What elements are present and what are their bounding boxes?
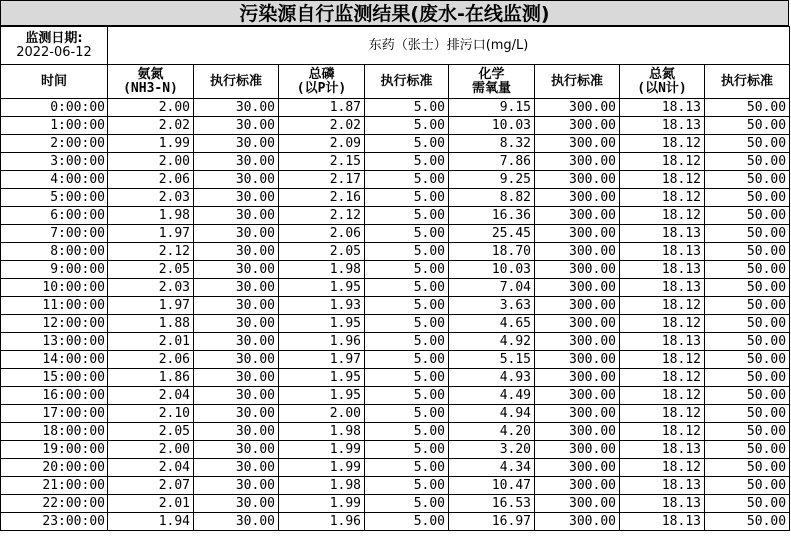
cell-cod[interactable]: 8.32 bbox=[449, 135, 535, 153]
header-ammonia-line1: 氨氮 bbox=[137, 66, 164, 82]
cell-nitrogen-standard[interactable]: 50.00 bbox=[705, 459, 790, 477]
table-row bbox=[1, 333, 790, 351]
monitor-date-label: 监测日期: bbox=[25, 30, 83, 46]
header-ammonia[interactable] bbox=[108, 65, 194, 99]
cell-phosphorus-standard[interactable]: 5.00 bbox=[365, 333, 449, 351]
cell-ammonia[interactable]: 1.99 bbox=[108, 135, 194, 153]
cell-cod-standard[interactable]: 300.00 bbox=[535, 423, 620, 441]
table-row bbox=[1, 243, 790, 261]
table-row bbox=[1, 441, 790, 459]
header-cod-line1: 化学 bbox=[478, 66, 505, 82]
cell-ammonia-standard[interactable]: 30.00 bbox=[194, 477, 279, 495]
cell-ammonia[interactable]: 1.97 bbox=[108, 225, 194, 243]
cell-phosphorus-standard[interactable]: 5.00 bbox=[365, 513, 449, 531]
cell-time[interactable]: 12:00:00 bbox=[1, 315, 108, 333]
cell-nitrogen-standard[interactable]: 50.00 bbox=[705, 351, 790, 369]
cell-nitrogen[interactable]: 18.12 bbox=[620, 297, 705, 315]
cell-phosphorus[interactable]: 2.00 bbox=[279, 405, 365, 423]
cell-phosphorus-standard[interactable]: 5.00 bbox=[365, 477, 449, 495]
cell-nitrogen-standard[interactable]: 50.00 bbox=[705, 315, 790, 333]
cell-nitrogen-standard[interactable]: 50.00 bbox=[705, 441, 790, 459]
cell-ammonia[interactable]: 2.00 bbox=[108, 153, 194, 171]
cell-cod[interactable]: 8.82 bbox=[449, 189, 535, 207]
cell-time[interactable]: 13:00:00 bbox=[1, 333, 108, 351]
table-row bbox=[1, 207, 790, 225]
cell-ammonia[interactable]: 2.00 bbox=[108, 99, 194, 117]
cell-phosphorus-standard[interactable]: 5.00 bbox=[365, 261, 449, 279]
cell-nitrogen-standard[interactable]: 50.00 bbox=[705, 135, 790, 153]
cell-ammonia[interactable]: 2.01 bbox=[108, 333, 194, 351]
cell-ammonia-standard[interactable]: 30.00 bbox=[194, 369, 279, 387]
cell-cod[interactable]: 16.53 bbox=[449, 495, 535, 513]
table-row bbox=[1, 387, 790, 405]
cell-phosphorus[interactable]: 1.87 bbox=[279, 99, 365, 117]
cell-cod-standard[interactable]: 300.00 bbox=[535, 243, 620, 261]
cell-ammonia[interactable]: 1.86 bbox=[108, 369, 194, 387]
cell-ammonia-standard[interactable]: 30.00 bbox=[194, 135, 279, 153]
cell-phosphorus[interactable]: 1.97 bbox=[279, 351, 365, 369]
cell-ammonia-standard[interactable]: 30.00 bbox=[194, 207, 279, 225]
cell-cod[interactable]: 3.63 bbox=[449, 297, 535, 315]
cell-time[interactable]: 14:00:00 bbox=[1, 351, 108, 369]
cell-cod-standard[interactable]: 300.00 bbox=[535, 459, 620, 477]
table-row bbox=[1, 513, 790, 531]
cell-cod[interactable]: 7.86 bbox=[449, 153, 535, 171]
cell-time[interactable]: 11:00:00 bbox=[1, 297, 108, 315]
cell-nitrogen[interactable]: 18.12 bbox=[620, 135, 705, 153]
cell-cod-standard[interactable]: 300.00 bbox=[535, 135, 620, 153]
cell-ammonia-standard[interactable]: 30.00 bbox=[194, 405, 279, 423]
cell-nitrogen[interactable]: 18.12 bbox=[620, 315, 705, 333]
monitor-date-value: 2022-06-12 bbox=[16, 44, 92, 60]
cell-phosphorus[interactable]: 2.09 bbox=[279, 135, 365, 153]
cell-cod[interactable]: 25.45 bbox=[449, 225, 535, 243]
cell-phosphorus[interactable]: 2.06 bbox=[279, 225, 365, 243]
cell-nitrogen-standard[interactable]: 50.00 bbox=[705, 333, 790, 351]
cell-cod[interactable]: 4.94 bbox=[449, 405, 535, 423]
cell-phosphorus[interactable]: 1.99 bbox=[279, 459, 365, 477]
header-nitrogen-standard[interactable]: 执行标准 bbox=[705, 65, 790, 99]
cell-cod-standard[interactable]: 300.00 bbox=[535, 99, 620, 117]
cell-cod[interactable]: 4.49 bbox=[449, 387, 535, 405]
header-phosphorus-standard[interactable]: 执行标准 bbox=[365, 65, 449, 99]
cell-cod[interactable]: 9.25 bbox=[449, 171, 535, 189]
cell-ammonia[interactable]: 2.12 bbox=[108, 243, 194, 261]
cell-nitrogen[interactable]: 18.13 bbox=[620, 495, 705, 513]
cell-ammonia[interactable]: 2.00 bbox=[108, 441, 194, 459]
cell-time[interactable]: 0:00:00 bbox=[1, 99, 108, 117]
cell-phosphorus-standard[interactable]: 5.00 bbox=[365, 351, 449, 369]
cell-time[interactable]: 2:00:00 bbox=[1, 135, 108, 153]
cell-nitrogen[interactable]: 18.12 bbox=[620, 171, 705, 189]
cell-nitrogen[interactable]: 18.12 bbox=[620, 405, 705, 423]
cell-ammonia-standard[interactable]: 30.00 bbox=[194, 153, 279, 171]
cell-phosphorus-standard[interactable]: 5.00 bbox=[365, 153, 449, 171]
cell-ammonia[interactable]: 2.06 bbox=[108, 171, 194, 189]
header-nitrogen[interactable] bbox=[620, 65, 705, 99]
cell-time[interactable]: 1:00:00 bbox=[1, 117, 108, 135]
header-ammonia-standard[interactable]: 执行标准 bbox=[194, 65, 279, 99]
table-row bbox=[1, 423, 790, 441]
cell-time[interactable]: 16:00:00 bbox=[1, 387, 108, 405]
cell-ammonia[interactable]: 2.10 bbox=[108, 405, 194, 423]
table-row bbox=[1, 405, 790, 423]
cell-nitrogen-standard[interactable]: 50.00 bbox=[705, 423, 790, 441]
cell-cod-standard[interactable]: 300.00 bbox=[535, 351, 620, 369]
cell-phosphorus[interactable]: 1.95 bbox=[279, 279, 365, 297]
cell-phosphorus-standard[interactable]: 5.00 bbox=[365, 315, 449, 333]
cell-cod-standard[interactable]: 300.00 bbox=[535, 153, 620, 171]
cell-ammonia[interactable]: 1.88 bbox=[108, 315, 194, 333]
cell-nitrogen[interactable]: 18.12 bbox=[620, 351, 705, 369]
cell-nitrogen[interactable]: 18.13 bbox=[620, 333, 705, 351]
cell-phosphorus-standard[interactable]: 5.00 bbox=[365, 297, 449, 315]
cell-phosphorus-standard[interactable]: 5.00 bbox=[365, 495, 449, 513]
cell-cod-standard[interactable]: 300.00 bbox=[535, 333, 620, 351]
table-row bbox=[1, 351, 790, 369]
cell-cod[interactable]: 3.20 bbox=[449, 441, 535, 459]
cell-nitrogen[interactable]: 18.13 bbox=[620, 477, 705, 495]
cell-cod-standard[interactable]: 300.00 bbox=[535, 405, 620, 423]
header-ammonia-line2: (NH3-N) bbox=[123, 80, 178, 96]
table-row bbox=[1, 315, 790, 333]
cell-cod[interactable]: 4.34 bbox=[449, 459, 535, 477]
cell-nitrogen-standard[interactable]: 50.00 bbox=[705, 171, 790, 189]
cell-ammonia[interactable]: 2.03 bbox=[108, 189, 194, 207]
cell-phosphorus[interactable]: 1.99 bbox=[279, 495, 365, 513]
cell-ammonia[interactable]: 2.05 bbox=[108, 423, 194, 441]
cell-nitrogen[interactable]: 18.12 bbox=[620, 207, 705, 225]
table-row bbox=[1, 189, 790, 207]
cell-nitrogen[interactable]: 18.12 bbox=[620, 189, 705, 207]
table-row bbox=[1, 225, 790, 243]
cell-time[interactable]: 17:00:00 bbox=[1, 405, 108, 423]
cell-phosphorus-standard[interactable]: 5.00 bbox=[365, 135, 449, 153]
cell-nitrogen-standard[interactable]: 50.00 bbox=[705, 207, 790, 225]
cell-phosphorus-standard[interactable]: 5.00 bbox=[365, 99, 449, 117]
cell-nitrogen[interactable]: 18.13 bbox=[620, 243, 705, 261]
cell-ammonia-standard[interactable]: 30.00 bbox=[194, 99, 279, 117]
cell-ammonia-standard[interactable]: 30.00 bbox=[194, 315, 279, 333]
cell-ammonia-standard[interactable]: 30.00 bbox=[194, 297, 279, 315]
table-row bbox=[1, 279, 790, 297]
table-row bbox=[1, 117, 790, 135]
header-phosphorus-line2: (以P计) bbox=[296, 80, 347, 96]
cell-cod[interactable]: 16.36 bbox=[449, 207, 535, 225]
cell-phosphorus[interactable]: 2.12 bbox=[279, 207, 365, 225]
cell-cod-standard[interactable]: 300.00 bbox=[535, 513, 620, 531]
outlet-name-cell[interactable]: 东药（张士）排污口(mg/L) bbox=[108, 27, 790, 65]
cell-phosphorus[interactable]: 1.96 bbox=[279, 513, 365, 531]
cell-nitrogen[interactable]: 18.13 bbox=[620, 441, 705, 459]
cell-ammonia-standard[interactable]: 30.00 bbox=[194, 261, 279, 279]
cell-ammonia-standard[interactable]: 30.00 bbox=[194, 513, 279, 531]
cell-time[interactable]: 18:00:00 bbox=[1, 423, 108, 441]
cell-nitrogen[interactable]: 18.12 bbox=[620, 423, 705, 441]
cell-cod[interactable]: 16.97 bbox=[449, 513, 535, 531]
cell-phosphorus[interactable]: 2.02 bbox=[279, 117, 365, 135]
cell-ammonia[interactable]: 2.05 bbox=[108, 261, 194, 279]
cell-phosphorus[interactable]: 1.98 bbox=[279, 423, 365, 441]
table-row bbox=[1, 495, 790, 513]
cell-cod-standard[interactable]: 300.00 bbox=[535, 477, 620, 495]
cell-ammonia-standard[interactable]: 30.00 bbox=[194, 189, 279, 207]
cell-ammonia-standard[interactable]: 30.00 bbox=[194, 387, 279, 405]
table-row bbox=[1, 477, 790, 495]
cell-phosphorus-standard[interactable]: 5.00 bbox=[365, 405, 449, 423]
cell-cod-standard[interactable]: 300.00 bbox=[535, 261, 620, 279]
cell-ammonia[interactable]: 2.04 bbox=[108, 387, 194, 405]
cell-nitrogen-standard[interactable]: 50.00 bbox=[705, 369, 790, 387]
cell-nitrogen[interactable]: 18.13 bbox=[620, 117, 705, 135]
cell-nitrogen-standard[interactable]: 50.00 bbox=[705, 261, 790, 279]
header-phosphorus-line1: 总磷 bbox=[308, 66, 335, 82]
cell-cod[interactable]: 4.20 bbox=[449, 423, 535, 441]
table-row bbox=[1, 297, 790, 315]
sheet-title: 污染源自行监测结果(废水-在线监测) bbox=[0, 0, 789, 26]
cell-nitrogen[interactable]: 18.13 bbox=[620, 279, 705, 297]
cell-ammonia-standard[interactable]: 30.00 bbox=[194, 117, 279, 135]
cell-cod[interactable]: 4.65 bbox=[449, 315, 535, 333]
cell-cod[interactable]: 10.47 bbox=[449, 477, 535, 495]
cell-time[interactable]: 4:00:00 bbox=[1, 171, 108, 189]
cell-time[interactable]: 19:00:00 bbox=[1, 441, 108, 459]
cell-phosphorus[interactable]: 1.98 bbox=[279, 477, 365, 495]
cell-phosphorus-standard[interactable]: 5.00 bbox=[365, 459, 449, 477]
cell-ammonia-standard[interactable]: 30.00 bbox=[194, 441, 279, 459]
cell-phosphorus[interactable]: 2.16 bbox=[279, 189, 365, 207]
cell-time[interactable]: 8:00:00 bbox=[1, 243, 108, 261]
cell-ammonia[interactable]: 1.97 bbox=[108, 297, 194, 315]
cell-nitrogen-standard[interactable]: 50.00 bbox=[705, 189, 790, 207]
cell-ammonia[interactable]: 2.02 bbox=[108, 117, 194, 135]
cell-nitrogen[interactable]: 18.12 bbox=[620, 387, 705, 405]
table-row bbox=[1, 459, 790, 477]
cell-cod-standard[interactable]: 300.00 bbox=[535, 441, 620, 459]
table-row bbox=[1, 261, 790, 279]
header-phosphorus[interactable] bbox=[279, 65, 365, 99]
cell-cod-standard[interactable]: 300.00 bbox=[535, 117, 620, 135]
cell-ammonia-standard[interactable]: 30.00 bbox=[194, 459, 279, 477]
cell-phosphorus[interactable]: 2.15 bbox=[279, 153, 365, 171]
cell-time[interactable]: 9:00:00 bbox=[1, 261, 108, 279]
cell-nitrogen-standard[interactable]: 50.00 bbox=[705, 117, 790, 135]
cell-time[interactable]: 15:00:00 bbox=[1, 369, 108, 387]
cell-nitrogen-standard[interactable]: 50.00 bbox=[705, 153, 790, 171]
cell-ammonia-standard[interactable]: 30.00 bbox=[194, 279, 279, 297]
cell-ammonia[interactable]: 2.01 bbox=[108, 495, 194, 513]
cell-cod[interactable]: 4.92 bbox=[449, 333, 535, 351]
cell-phosphorus[interactable]: 1.98 bbox=[279, 261, 365, 279]
cell-time[interactable]: 23:00:00 bbox=[1, 513, 108, 531]
cell-cod[interactable]: 9.15 bbox=[449, 99, 535, 117]
cell-ammonia-standard[interactable]: 30.00 bbox=[194, 171, 279, 189]
cell-nitrogen[interactable]: 18.12 bbox=[620, 369, 705, 387]
cell-ammonia-standard[interactable]: 30.00 bbox=[194, 423, 279, 441]
cell-nitrogen-standard[interactable]: 50.00 bbox=[705, 513, 790, 531]
cell-phosphorus[interactable]: 1.93 bbox=[279, 297, 365, 315]
cell-cod[interactable]: 10.03 bbox=[449, 261, 535, 279]
cell-ammonia[interactable]: 2.04 bbox=[108, 459, 194, 477]
cell-nitrogen-standard[interactable]: 50.00 bbox=[705, 387, 790, 405]
table-row bbox=[1, 99, 790, 117]
cell-phosphorus-standard[interactable]: 5.00 bbox=[365, 225, 449, 243]
cell-phosphorus-standard[interactable]: 5.00 bbox=[365, 171, 449, 189]
cell-phosphorus[interactable]: 1.95 bbox=[279, 369, 365, 387]
cell-ammonia[interactable]: 2.06 bbox=[108, 351, 194, 369]
cell-nitrogen-standard[interactable]: 50.00 bbox=[705, 495, 790, 513]
cell-phosphorus-standard[interactable]: 5.00 bbox=[365, 207, 449, 225]
cell-ammonia[interactable]: 2.07 bbox=[108, 477, 194, 495]
cell-cod-standard[interactable]: 300.00 bbox=[535, 225, 620, 243]
cell-cod-standard[interactable]: 300.00 bbox=[535, 369, 620, 387]
cell-time[interactable]: 3:00:00 bbox=[1, 153, 108, 171]
cell-cod-standard[interactable]: 300.00 bbox=[535, 387, 620, 405]
cell-nitrogen[interactable]: 18.13 bbox=[620, 261, 705, 279]
cell-nitrogen[interactable]: 18.12 bbox=[620, 153, 705, 171]
cell-nitrogen[interactable]: 18.13 bbox=[620, 513, 705, 531]
cell-time[interactable]: 10:00:00 bbox=[1, 279, 108, 297]
cell-cod[interactable]: 7.04 bbox=[449, 279, 535, 297]
cell-phosphorus[interactable]: 1.96 bbox=[279, 333, 365, 351]
table-row bbox=[1, 153, 790, 171]
cell-phosphorus[interactable]: 2.05 bbox=[279, 243, 365, 261]
cell-cod-standard[interactable]: 300.00 bbox=[535, 207, 620, 225]
cell-nitrogen[interactable]: 18.13 bbox=[620, 225, 705, 243]
cell-cod[interactable]: 5.15 bbox=[449, 351, 535, 369]
cell-time[interactable]: 5:00:00 bbox=[1, 189, 108, 207]
cell-ammonia-standard[interactable]: 30.00 bbox=[194, 351, 279, 369]
table-row bbox=[1, 135, 790, 153]
cell-nitrogen[interactable]: 18.12 bbox=[620, 459, 705, 477]
cell-cod-standard[interactable]: 300.00 bbox=[535, 315, 620, 333]
header-cod-line2: 需氧量 bbox=[471, 80, 511, 96]
cell-cod[interactable]: 4.93 bbox=[449, 369, 535, 387]
cell-cod-standard[interactable]: 300.00 bbox=[535, 171, 620, 189]
cell-ammonia-standard[interactable]: 30.00 bbox=[194, 225, 279, 243]
cell-phosphorus-standard[interactable]: 5.00 bbox=[365, 387, 449, 405]
monitoring-table bbox=[0, 26, 790, 531]
cell-cod-standard[interactable]: 300.00 bbox=[535, 189, 620, 207]
cell-time[interactable]: 6:00:00 bbox=[1, 207, 108, 225]
cell-phosphorus[interactable]: 1.95 bbox=[279, 315, 365, 333]
cell-phosphorus-standard[interactable]: 5.00 bbox=[365, 117, 449, 135]
header-time[interactable]: 时间 bbox=[1, 65, 108, 99]
table-row bbox=[1, 369, 790, 387]
cell-cod-standard[interactable]: 300.00 bbox=[535, 279, 620, 297]
cell-phosphorus-standard[interactable]: 5.00 bbox=[365, 369, 449, 387]
cell-time[interactable]: 20:00:00 bbox=[1, 459, 108, 477]
cell-phosphorus-standard[interactable]: 5.00 bbox=[365, 423, 449, 441]
cell-phosphorus-standard[interactable]: 5.00 bbox=[365, 243, 449, 261]
cell-nitrogen-standard[interactable]: 50.00 bbox=[705, 405, 790, 423]
cell-ammonia-standard[interactable]: 30.00 bbox=[194, 333, 279, 351]
cell-nitrogen-standard[interactable]: 50.00 bbox=[705, 279, 790, 297]
cell-nitrogen[interactable]: 18.13 bbox=[620, 99, 705, 117]
cell-phosphorus-standard[interactable]: 5.00 bbox=[365, 279, 449, 297]
header-nitrogen-line1: 总氮 bbox=[648, 66, 675, 82]
cell-ammonia[interactable]: 1.94 bbox=[108, 513, 194, 531]
cell-phosphorus[interactable]: 2.17 bbox=[279, 171, 365, 189]
header-cod[interactable] bbox=[449, 65, 535, 99]
header-cod-standard[interactable]: 执行标准 bbox=[535, 65, 620, 99]
monitor-date-cell[interactable] bbox=[1, 27, 108, 65]
cell-ammonia-standard[interactable]: 30.00 bbox=[194, 243, 279, 261]
cell-ammonia[interactable]: 2.03 bbox=[108, 279, 194, 297]
cell-nitrogen-standard[interactable]: 50.00 bbox=[705, 225, 790, 243]
cell-nitrogen-standard[interactable]: 50.00 bbox=[705, 477, 790, 495]
cell-ammonia-standard[interactable]: 30.00 bbox=[194, 495, 279, 513]
cell-phosphorus[interactable]: 1.95 bbox=[279, 387, 365, 405]
cell-nitrogen-standard[interactable]: 50.00 bbox=[705, 99, 790, 117]
cell-phosphorus-standard[interactable]: 5.00 bbox=[365, 189, 449, 207]
cell-phosphorus-standard[interactable]: 5.00 bbox=[365, 441, 449, 459]
cell-nitrogen-standard[interactable]: 50.00 bbox=[705, 297, 790, 315]
table-row bbox=[1, 171, 790, 189]
cell-ammonia[interactable]: 1.98 bbox=[108, 207, 194, 225]
header-nitrogen-line2: (以N计) bbox=[637, 80, 687, 96]
cell-cod[interactable]: 18.70 bbox=[449, 243, 535, 261]
cell-cod[interactable]: 10.03 bbox=[449, 117, 535, 135]
cell-time[interactable]: 22:00:00 bbox=[1, 495, 108, 513]
cell-time[interactable]: 7:00:00 bbox=[1, 225, 108, 243]
cell-cod-standard[interactable]: 300.00 bbox=[535, 297, 620, 315]
cell-nitrogen-standard[interactable]: 50.00 bbox=[705, 243, 790, 261]
cell-time[interactable]: 21:00:00 bbox=[1, 477, 108, 495]
cell-cod-standard[interactable]: 300.00 bbox=[535, 495, 620, 513]
cell-phosphorus[interactable]: 1.99 bbox=[279, 441, 365, 459]
